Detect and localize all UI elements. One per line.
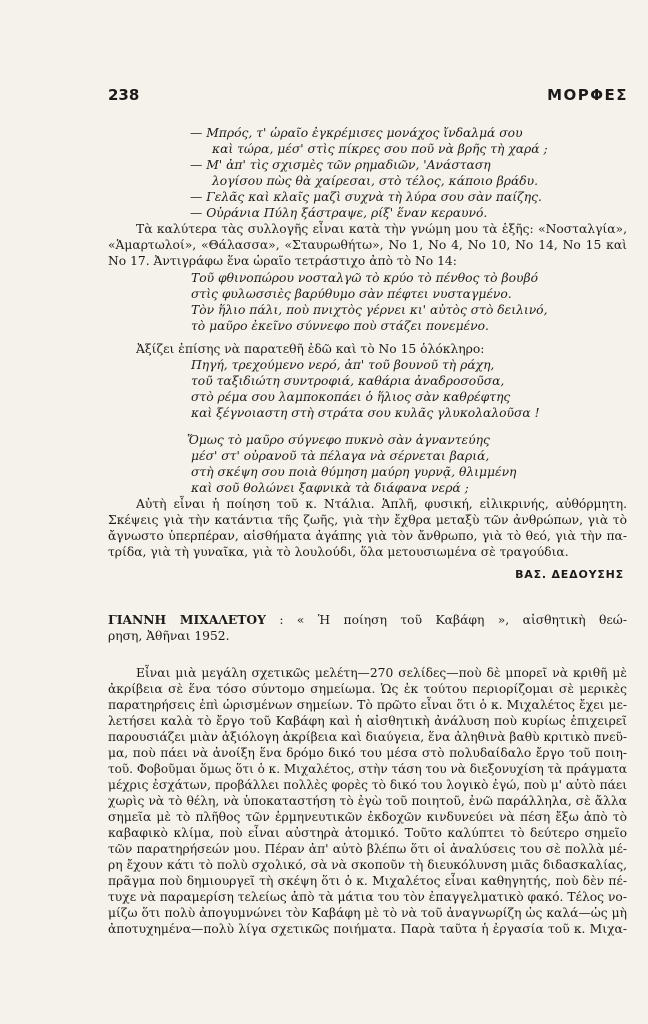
text-line: Αὐτὴ εἶναι ἡ ποίηση τοῦ κ. Ντάλια. Ἁπλῆ, φυσική, εἰλικρινής, αὐθόρμητη. xyxy=(136,497,627,511)
reviewer-signature: ΒΑΣ. ΔΕΔΟΥΣΗΣ xyxy=(515,568,624,581)
poem-line: — Οὐράνια Πύλη ξάστραψε, ρίξ' ἕναν κεραυνό. xyxy=(190,206,488,220)
poem-line: καὶ ξέγνοιαστη στὴ στράτα σου κυλᾶς γλυκολαλοῦσα ! xyxy=(191,406,540,420)
poem-line: στὴ σκέψη σου ποιὰ θύμηση μαύρη γυρνᾷ, θλιμμένη xyxy=(191,465,517,479)
poem-line: μέσ' στ' οὐρανοῦ τὰ πέλαγα νὰ σέρνεται βαριά, xyxy=(191,449,490,463)
journal-title: ΜΟΡΦΕΣ xyxy=(547,86,628,104)
poem-line: καὶ σοῦ θολώνει ξαφνικὰ τὰ διάφανα νερά ; xyxy=(191,481,469,495)
text-line: ἀκρίβεια σὲ ἕνα τόσο σύντομο σημείωμα. Ὡς ἐκ τούτου περιορίζομαι σὲ μερικὲς xyxy=(108,682,627,696)
text-line: «Ἁμαρτωλοί», «Θάλασσα», «Σταυρωθήτω», Νο 1, Νο 4, Νο 10, Νο 14, Νο 15 καὶ xyxy=(108,238,627,252)
text-line: λετήσει καλὰ τὸ ἔργο τοῦ Καβάφη καὶ ἡ αἰσθητικὴ ἀνάλυση ποὺ κυρίως ἐπιχειρεῖ xyxy=(108,714,627,728)
text-line: Σκέψεις γιὰ τὴν κατάντια τῆς ζωῆς, γιὰ τὴν ἔχθρα μεταξὺ τῶν ἀνθρώπων, γιὰ τὸ xyxy=(108,513,627,527)
text-line: Νο 17. Ἀντιγράφω ἕνα ὡραῖο τετράστιχο ἀπὸ τὸ Νο 14: xyxy=(108,254,457,268)
review-title-text: : « Ἡ ποίηση τοῦ Καβάφη », αἰσθητικὴ θεώ- xyxy=(279,613,627,627)
poem-line: Ὅμως τὸ μαῦρο σύγνεφο πυκνὸ σὰν ἀγναντεύης xyxy=(187,433,490,447)
text-line: μέχρις ἐσχάτων, προβάλλει πολλὲς φορὲς τὸ δικό του λογικὸ ἐγώ, ποὺ μ' αὐτὸ πάει xyxy=(108,778,628,792)
text-line: ἄγνωστο ὑπερπέραν, αἰσθήματα ἀγάπης γιὰ τὸν ἄνθρωπο, γιὰ τὸ θεό, γιὰ τὴν πα- xyxy=(108,529,627,543)
review-heading-line xyxy=(108,612,627,628)
text-line: παρουσιάζει μιὰν ἀξιόλογη ἀκρίβεια καὶ διαύγεια, ἕνα ἀληθινὰ βαθὺ κριτικὸ πνεῦ- xyxy=(108,730,628,744)
poem-line: καὶ τώρα, μέσ' στὶς πίκρες σου ποῦ νὰ βρῆς τὴ χαρά ; xyxy=(212,142,548,156)
text-line: Εἶναι μιὰ μεγάλη σχετικῶς μελέτη—270 σελίδες—ποὺ δὲ μπορεῖ νὰ κριθῆ μὲ xyxy=(136,666,627,680)
review-author: ΓΙΑΝΝΗ ΜΙΧΑΛΕΤΟΥ xyxy=(108,612,266,627)
text-line: τοῦ. Φοβοῦμαι ὅμως ὅτι ὁ κ. Μιχαλέτος, στὴν τάση του νὰ διεξονυχίση τὰ πράγματα xyxy=(108,762,628,776)
poem-line: — Γελᾶς καὶ κλαῖς μαζὶ συχνὰ τὴ λύρα σου σὰν παίζης. xyxy=(190,190,542,204)
text-line: παρατηρήσεις ἐπὶ ὡρισμένων σημείων. Τὸ πρῶτο εἶναι ὅτι ὁ κ. Μιχαλέτος ἔχει με- xyxy=(108,698,627,712)
review-heading-line: ρηση, Ἀθῆναι 1952. xyxy=(108,629,230,643)
paragraph-intro-no15: Ἀξίζει ἐπίσης νὰ παρατεθῆ ἐδῶ καὶ τὸ Νο 15 ὁλόκληρο: xyxy=(136,342,485,356)
text-line: καβαφικὸ κλίμα, ποὺ εἶναι αὐστηρὰ ἀτομικό. Τοῦτο καλύπτει τὸ δεύτερο σημεῖο xyxy=(108,826,627,840)
text-line: πρᾶγμα ποὺ δημιουργεῖ τὴ σκέψη ὅτι ὁ κ. Μιχαλέτος εἶναι καθηγητής, ποὺ δὲν πέ- xyxy=(108,874,627,888)
poem-line: στὸ ρέμα σου λαμποκοπάει ὁ ἥλιος σὰν καθρέφτης xyxy=(191,390,511,404)
poem-line: Τὸν ἥλιο πάλι, ποὺ πνιχτὸς γέρνει κι' αὐτὸς στὸ δειλινό, xyxy=(191,303,548,317)
poem-line: στὶς φυλωσσιὲς βαρύθυμο σὰν πέφτει νυσταγμένο. xyxy=(191,287,512,301)
text-line: χωρὶς νὰ τὸ θέλη, νὰ ὑποκαταστήση τὸ ἐγὼ τοῦ ποιητοῦ, ἐνῶ παράλληλα, σὲ ἄλλα xyxy=(108,794,627,808)
text-line: τῶν παρατηρήσεών μου. Πέραν ἀπ' αὐτὸ βλέπω ὅτι οἱ ἀναλύσεις του σὲ πολλὰ μέ- xyxy=(108,842,627,856)
text-line: Τὰ καλύτερα τὰς συλλογῆς εἶναι κατὰ τὴν γνώμη μου τὰ ἑξῆς: «Νοσταλγία», xyxy=(136,222,627,236)
poem-line: λογίσου πὼς θὰ χαίρεσαι, στὸ τέλος, κάποιο βράδυ. xyxy=(212,174,539,188)
text-line: σημεῖα μὲ τὸ πλῆθος τῶν ἑρμηνευτικῶν ἐκδοχῶν κινδυνεύει νὰ πέση ἔξω ἀπὸ τὸ xyxy=(108,810,627,824)
text-line: τυχε νὰ παραμερίση τελείως ἀπὸ τὰ μάτια του τὸν ἐπαγγελματικὸ φακό. Τέλος νο- xyxy=(108,890,627,904)
poem-line: — Μ' ἀπ' τὶς σχισμὲς τῶν ρημαδιῶν, 'Ανάσταση xyxy=(190,158,491,172)
page-number: 238 xyxy=(108,86,140,104)
poem-line: τὸ μαῦρο ἐκεῖνο σύννεφο ποὺ στάζει πονεμένο. xyxy=(191,319,489,333)
text-line: μα, ποὺ πάει νὰ ἀνοίξη ἕνα δρόμο δικό του μέσα στὸ πολυδαίδαλο ἔργο τοῦ ποιη- xyxy=(108,746,627,760)
poem-line: τοῦ ταξιδιώτη συντροφιά, καθάρια ἀναδροσοῦσα, xyxy=(191,374,505,388)
running-header xyxy=(108,86,628,108)
text-line: ρη ἔχουν κάτι τὸ πολὺ σχολικό, σὰ νὰ σκοποῦν τὴ διευκόλυνση μιᾶς διδασκαλίας, xyxy=(108,858,627,872)
text-line: ἀποτυχημένα—πολὺ λίγα σχετικῶς ποιήματα. Παρὰ ταῦτα ἡ ἐργασία τοῦ κ. Μιχα- xyxy=(108,922,627,936)
poem-line: Τοῦ φθινοπώρου νοσταλγῶ τὸ κρύο τὸ πένθος τὸ βουβό xyxy=(191,271,538,285)
text-line: τρίδα, γιὰ τὴ γυναῖκα, γιὰ τὸ λουλούδι, ὅλα μετουσιωμένα σὲ τραγούδια. xyxy=(108,545,569,559)
poem-line: — Μπρός, τ' ὡραῖο ἐγκρέμισες μονάχος ἴνδαλμά σου xyxy=(190,126,523,140)
poem-line: Πηγή, τρεχούμενο νερό, ἀπ' τοῦ βουνοῦ τὴ ράχη, xyxy=(191,358,495,372)
text-line: μίζω ὅτι πολὺ ἀπογυμνώνει τὸν Καβάφη μὲ τὸ νὰ τοῦ ἀναγνωρίζη ὡς καλά—ὡς μὴ xyxy=(108,906,627,920)
